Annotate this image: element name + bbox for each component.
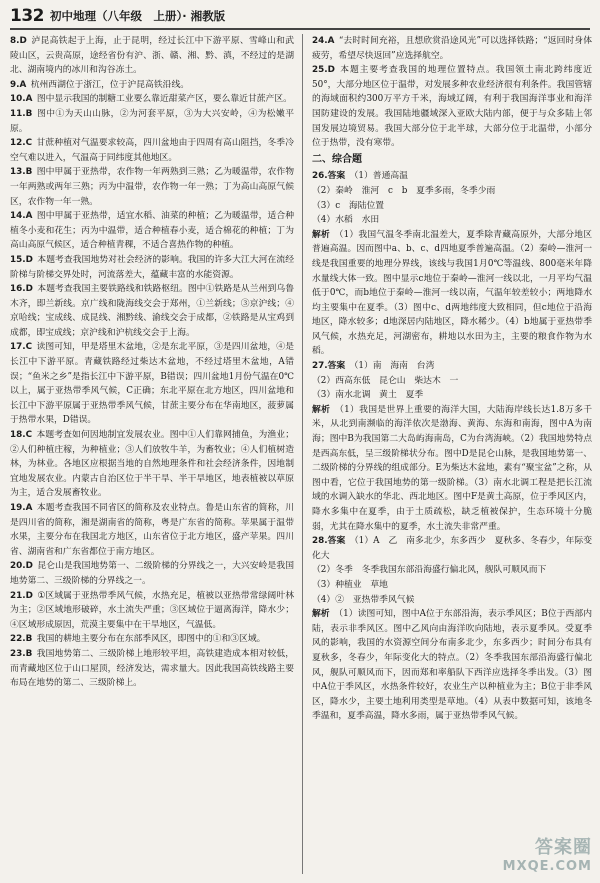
watermark — [502, 833, 592, 877]
answer-entry — [10, 589, 294, 633]
answer-text: （1）南 海南 台湾 — [349, 361, 435, 372]
answer-entry — [10, 559, 294, 588]
answer-text: （1）普通高温 — [349, 171, 408, 182]
answer-text: 图中甲属于亚热带，农作物一年两熟到三熟；乙为暖温带，农作物一年两熟或两年三熟；丙为中温带，农作物一年一熟；丁为高山高原气候区，农作物一年一熟。 — [10, 167, 294, 207]
question-number: 解析 — [312, 609, 330, 620]
answer-entry — [10, 428, 294, 501]
answer-entry — [10, 107, 294, 136]
answer-entry — [312, 63, 592, 151]
answer-line: （4）② 亚热带季风气候 — [312, 594, 415, 605]
answer-entry — [10, 282, 294, 340]
answer-line: （3）种植业 草地 — [312, 579, 388, 590]
question-number: 15.D — [10, 254, 33, 265]
answer-entry — [10, 165, 294, 209]
section-heading: 二、综合题 — [312, 153, 362, 165]
question-number: 19.A — [10, 503, 33, 513]
answer-line: （3）南水北调 黄土 夏季 — [312, 390, 424, 401]
left-column — [10, 34, 294, 691]
answer-text: 本题考查我国不同省区的简称及农业特点。鲁是山东省的简称，川是四川省的简称，湘是湖南省的简称，粤是广东省的简称。苹果属于温带水果，主要分布在我国北方地区，山东省位于北方地区，盛产苹果。四川省、湖南省和广东省都位于南方地区。 — [10, 503, 294, 557]
answer-entry — [10, 209, 294, 253]
question-number: 11.B — [10, 108, 33, 119]
answer-entry — [10, 136, 294, 165]
answer-text: 我国的耕地主要分布在东部季风区，即图中的①和③区域。 — [36, 634, 266, 645]
answer-entry — [312, 359, 592, 374]
question-number: 8.D — [10, 36, 27, 46]
answer-text: 本题考查我国主要铁路线和铁路枢纽。图中①铁路是从兰州到乌鲁木齐，即兰新线。京广线和陇海线交会于郑州，①兰新线；③京沪线；④京哈线；宝成线、成昆线、湘黔线、渝线交会于成都，②铁路是从宝鸡到成都，即宝成线；京沪线和沪杭线交会于上海。 — [10, 284, 294, 338]
question-number: 20.D — [10, 561, 33, 572]
answer-text: ①区域属于亚热带季风气候，水热充足，植被以亚热带常绿阔叶林为主；②区域地形破碎，水土流失严重；③区域位于逼离海洋，降水少；④区域形成原因，荒漠主要集中在干旱地区，气温低。 — [10, 590, 294, 630]
question-number: 12.C — [10, 138, 33, 149]
answer-entry — [10, 501, 294, 559]
question-number: 9.A — [10, 79, 27, 90]
answer-text: 本题考查我国地势对社会经济的影响。我国的许多大江大河在流经阶梯与阶梯交界处时，河流落差大，蕴藏丰富的水能资源。 — [10, 254, 294, 280]
answer-line: （3）c 海陆位置 — [312, 200, 385, 211]
question-number: 26.答案 — [312, 171, 346, 182]
answer-entry — [312, 228, 592, 359]
question-number: 14.A — [10, 211, 33, 222]
answer-entry — [312, 34, 592, 63]
book-title: 初中地理（八年级 上册）· 湘教版 — [50, 9, 226, 23]
answer-line: （2）西高东低 昆仑山 柴达木 一 — [312, 375, 459, 386]
answer-entry — [10, 340, 294, 428]
question-number: 25.D — [312, 65, 335, 76]
answer-text: 图中甲属于亚热带，适宜水稻、油菜的种植；乙为暖温带，适合种植冬小麦和花生；丙为中温带，适合种植春小麦，适合棉花的种植；丁为高山高原气候区，适合种植青稞，不适合喜热作物的种植。 — [10, 211, 294, 251]
answer-entry — [312, 169, 592, 184]
watermark-logo-text: 答案圈 — [535, 837, 592, 858]
answer-text: 图中①为天山山脉，②为河套平原，③为大兴安岭，④为松嫩平原。 — [10, 108, 294, 134]
answer-text: （1）读图可知，图中A位于东部沿海，表示季风区；B位于西部内陆，表示非季风区。图中乙风向由海洋吹向陆地，表示夏季风。受夏季风的影响，我国的水资源空间分布南多北少，东多西少；时间分布具有夏秋多，冬春少，年际变化大的特点。（2）冬季我国东部沿海盛行偏北风，舰队可顺风而下，因而郑和率船队下西洋应选择冬季出发。（3）图中A位于季风区，水热条件较好，农业生产以种植业为主；B位于非季风区，降水少，主要土地利用类型是草地。（4）从表中数据可知，该地冬季温和，夏季高温，降水多雨，属于亚热带季风气候。 — [312, 609, 592, 722]
answer-text: （1）A 乙 南多北少，东多西少 夏秋多、冬春少，年际变化大 — [312, 536, 593, 561]
question-number: 27.答案 — [312, 361, 346, 372]
answer-text: 读图可知，甲是塔里木盆地，②是东北平原，③是四川盆地，④是长江中下游平原。青藏铁路经过柴达木盆地，不经过塔里木盆地，A错误；“鱼米之乡”是指长江中下游平原，B错误；四川盆地1月份气温在0℃以上，属于亚热带季风气候，C正确；东北平原在北方地区，四川盆地和长江中下游平原属于亚热带季风气候，甘蔗主要分布在华南地区，菠萝属于热带水果，D错误。 — [10, 342, 294, 426]
question-number: 21.D — [10, 590, 33, 601]
answer-text: 本题主要考查我国的地理位置特点。我国领土南北跨纬度近50°，大部分地区位于温带，对发展多种农业经济很有利条件。我国管辖的海域面积约300万平方千米，海域辽阔，有利于我国海洋事业和海洋国防建设的发展。我国陆地疆域深入亚欧大陆内部，便于与众多陆上邻国发展边境贸易。我国大部分位于北半球，大部分位于北温带，小部分位于热带，没有寒带。 — [312, 65, 592, 149]
answer-entry — [10, 34, 294, 78]
question-number: 解析 — [312, 404, 331, 415]
answer-entry — [312, 607, 592, 724]
question-number: 18.C — [10, 430, 33, 441]
right-column — [312, 34, 592, 724]
question-number: 17.C — [10, 342, 33, 353]
answer-line: （2）冬季 冬季我国东部沿海盛行偏北风，舰队可顺风而下 — [312, 565, 547, 576]
question-number: 24.A — [312, 36, 335, 46]
watermark-url: MXQE.COM — [502, 859, 592, 874]
header-rule — [10, 28, 590, 30]
answer-entry — [10, 78, 294, 93]
page-header — [10, 6, 590, 26]
answer-text: 昆仑山是我国地势第一、二级阶梯的分界线之一，大兴安岭是我国地势第二、三级阶梯的分界线之一。 — [10, 561, 294, 586]
question-number: 13.B — [10, 167, 33, 178]
answer-text: （1）我国气温冬季南北温差大，夏季除青藏高原外，大部分地区普遍高温。因而图中a、b、c、d四地夏季普遍高温。（2）秦岭—淮河一线是我国重要的地理分界线，该线与我国1月0℃等温线、800毫米年降水量线大体一致。图中显示c地位于秦岭—淮河一线以北，一月平均气温低于0℃，而b地位于秦岭—淮河一线以南，气温年较差较小；两地降水均主要集中在夏季。（3）图中c、d两地纬度大致相同，但c地位于沿海地区，降水较多；d地深居内陆地区，降水稀少。（4）b地属于亚热带季风气候，水热充足，河湖密布，耕地以水田为主，主要的粮食作物为水稻。 — [312, 229, 592, 357]
answer-entry — [312, 403, 592, 534]
column-divider — [302, 34, 303, 874]
question-number: 16.D — [10, 284, 33, 295]
answer-text: “去时时间充裕，且想欣赏沿途风光”可以选择铁路；“返回时身体疲劳，希望尽快返回”应选择航空。 — [312, 36, 592, 61]
question-number: 22.B — [10, 634, 33, 645]
page-number: 132 — [10, 6, 44, 26]
answer-text: 杭州西湖位于浙江，位于沪昆高铁沿线。 — [30, 79, 190, 90]
answer-entry — [10, 632, 294, 647]
answer-text: 图中显示我国的制糖工业要么靠近甜菜产区，要么靠近甘蔗产区。 — [36, 94, 292, 105]
answer-line: （4）水稻 水田 — [312, 215, 380, 226]
answer-entry — [10, 253, 294, 282]
answer-text: 甘蔗种植对气温要求较高，四川盆地由于四周有高山阻挡，冬季冷空气难以进入，气温高于同纬度其他地区。 — [10, 138, 294, 163]
answer-entry — [10, 647, 294, 691]
question-number: 解析 — [312, 229, 330, 240]
question-number: 23.B — [10, 648, 33, 659]
question-number: 10.A — [10, 94, 33, 105]
question-number: 28.答案 — [312, 536, 346, 547]
answer-text: （1）我国是世界上重要的海洋大国，大陆海岸线长达1.8万多千米，从北到南濒临的海洋依次是渤海、黄海、东海和南海，图中A为南海；图中B为我国第二大岛屿海南岛，C为台湾海峡。（2）我国地势特点是西高东低，呈三级阶梯状分布。图中D是昆仑山脉，是我国地势第一、二级阶梯的分界线的组成部分。E为柴达木盆地，素有“聚宝盆”之称，从图中看，它位于我国地势的第一级阶梯。（3）南水北调工程是把长江流域的水调入缺水的华北、西北地区。图中F是黄土高原，位于季风区内，降水多集中在夏季，由于土质疏松，缺乏植被保护，生态环境十分脆弱，尤其在降水集中的夏季，水土流失非常严重。 — [312, 404, 592, 532]
answer-entry — [10, 92, 294, 107]
answer-text: 泸昆高铁起于上海，止于昆明，经过长江中下游平原、雪峰山和武陵山区，云贵高原，途经省份有沪、浙、赣、湘、黔、滇，不经过的是湖北、湖南境内的冰川和沟谷冻土。 — [10, 36, 294, 76]
answer-text: 我国地势第二、三级阶梯上地形较平坦，高铁建造成本相对较低，而青藏地区位于山口屋顶，经济发达，需求量大。因此我国高铁线路主要布局在地势的第二、三级阶梯上。 — [10, 648, 294, 689]
answer-text: 本题考查如何因地制宜发展农业。图中①人们靠网捕鱼，为渔业；②人们种植庄稼，为种植业；③人们放牧牛羊，为畜牧业；④人们植树造林，为林业。各地区应根据当地的自然地理条件和社会经济条件，因地制宜地发展农业。内蒙古自治区位于半干旱、半干旱地区，地表植被以草原为主，适合发展畜牧业。 — [10, 430, 294, 499]
answer-entry — [312, 534, 592, 563]
answer-line: （2）秦岭 淮河 c b 夏季多雨，冬季少雨 — [312, 185, 496, 196]
